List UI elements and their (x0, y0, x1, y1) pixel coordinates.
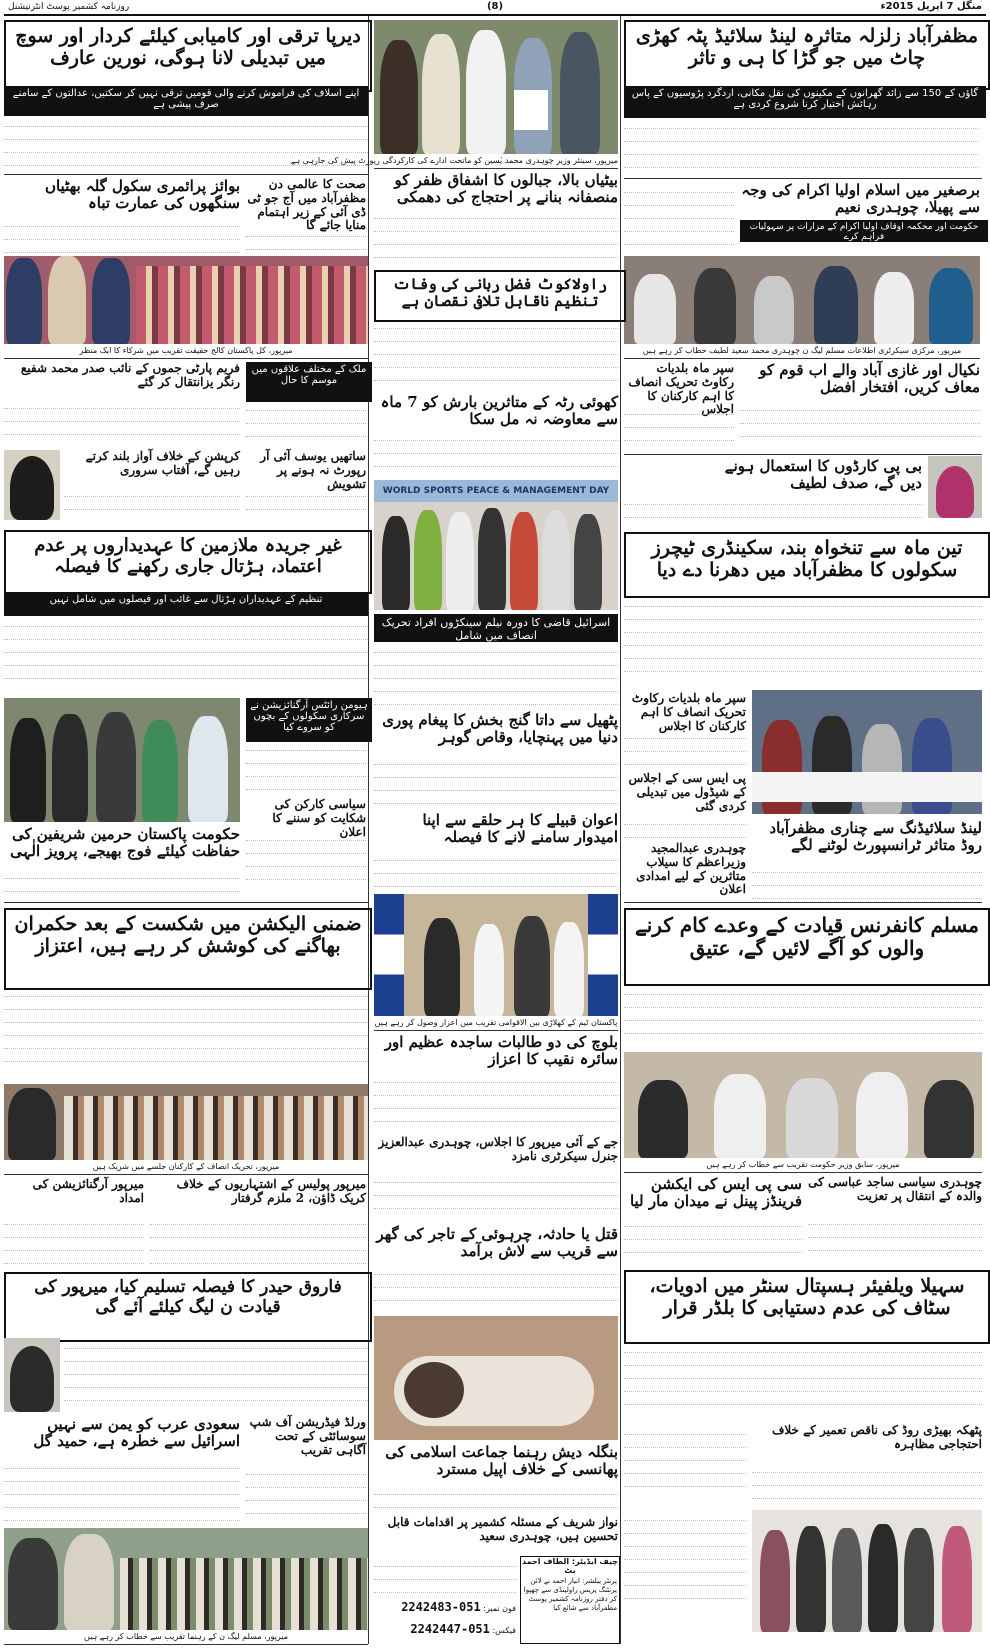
portrait-photo (4, 1338, 60, 1412)
photo-handover (4, 698, 240, 822)
article-body (624, 596, 982, 686)
story-headline: اسرائیل قاضی کا دورہ نیلم سینکڑوں افراد تحریک انصاف میں شامل (374, 614, 618, 642)
photo-college-event (4, 256, 368, 344)
article-body (4, 616, 368, 694)
article-body (374, 318, 618, 390)
article-body (624, 494, 922, 524)
left-lead-headline: دیرپا ترقی اور کامیابی کیلئے کردار اور سوچ میں تبدیلی لانا ہوگی، نورین عارف (4, 20, 372, 92)
publisher-note: پرنٹر پبلشر: انیاز احمد نے لائن پرنٹنگ پریس راولپنڈی سے چھپوا کر دفتر روزنامہ کشمیر پوسٹ مظفرآباد سے شائع کیا (523, 1577, 617, 1613)
photo-caption: میرپور، سینئر وزیر چوہدری محمد یٰسین کو ماتحت ادارے کی کارکردگی رپورٹ پیش کی جارہی ہے (374, 156, 618, 169)
story-subhead: حکومت اور محکمہ اوقاف اولیا اکرام کے مزارات پر سہولیات فراہم کرے (740, 220, 988, 242)
article-body (624, 1342, 982, 1422)
story-headline: بوائز پرائمری سکول گلہ بھٹیاں سنگھوں کی عمارت تباہ (44, 177, 240, 213)
column-rule (620, 16, 621, 1644)
article-body (624, 984, 982, 1050)
article-body (4, 868, 240, 900)
story-headline: سیاسی کارکن کی شکایت کو سننے کا اعلان (272, 797, 366, 839)
story-headline: بلوچ کی دو طالبات ساجدہ عظیم اور سائرہ نقیب کا اعزاز (384, 1033, 618, 1069)
article-body (4, 986, 368, 1082)
right-lead-headline: مظفرآباد زلزلہ متاثرہ لینڈ سلائیڈ پٹہ کھڑی چاٹ میں جو گڑا کا ہی و تاثر (624, 20, 990, 90)
article-body (246, 830, 366, 900)
story-headline: پٹھیل سے داتا گنج بخش کا پیغام پوری دنیا میں پہنچایا، وقاص گوہر (382, 711, 618, 747)
article-body (246, 486, 366, 520)
article-body (246, 740, 366, 796)
article-body (374, 754, 618, 808)
story-headline: اعوان قبیلے کا ہر حلقے سے اپنا امیدوار سامنے لانے کا فیصلہ (422, 811, 618, 847)
left-lead-subhead: اپنے اسلاف کی فراموش کرنے والی قومیں ترقی نہیں کر سکتیں، عدالتوں کے سامنے صرف پیشی ہے (4, 86, 368, 116)
banner-headline: ضمنی الیکشن میں شکست کے بعد حکمران بھاگنے کی کوشش کر رہے ہیں، اعتزاز (4, 908, 372, 990)
story-headline: صحت کا عالمی دن مظفرآباد میں آج جو ٹی ڈی آئی کے زیر اہتمام منایا جائے گا (247, 177, 366, 233)
fax-number[interactable]: 051-2242447 (410, 1622, 490, 1636)
article-body (374, 1556, 516, 1596)
portrait-photo (4, 450, 60, 520)
story-headline: نکیال اور غازی آباد والے اب قوم کو معاف کریں، افتخار افضل (759, 361, 980, 397)
photo-meeting (624, 1052, 982, 1158)
article-body (624, 1510, 746, 1632)
photo-caption: میرپور، کل پاکستان کالج حقیقت تقریب میں شرکاء کا ایک منظر (4, 346, 368, 359)
article-body (4, 1214, 144, 1270)
photo-caption: میرپور، مرکزی سیکرٹری اطلاعات مسلم لیگ ن چوہدری محمد سعید لطیف خطاب کر رہے ہیں (624, 346, 980, 359)
article-body (246, 226, 366, 252)
article-body (374, 850, 618, 890)
masthead (4, 0, 986, 16)
story-headline: چوہدری عبدالمجید وزیراعظم کا سیلاب متاثرین کے لیے امدادی اعلان (636, 841, 746, 897)
story-headline: پٹھکہ بھیڑی روڈ کی ناقص تعمیر کے خلاف احتجاجی مظاہرہ (771, 1423, 982, 1451)
article-body (374, 430, 618, 478)
story-headline: پی ایس سی کے اجلاس کے شیڈول میں تبدیلی کردی گئی (628, 771, 746, 813)
story-headline: بیٹیاں بالا، جبالوں کا اشفاق ظفر کو منصفانہ بنانے پر احتجاج کی دھمکی (394, 171, 618, 207)
banner-headline: تین ماہ سے تنخواہ بند، سکینڈری ٹیچرز سکولوں کا مظفرآباد میں دھرنا دے دیا (624, 532, 990, 598)
photo-protest (752, 690, 982, 814)
fax-label: فیکس: (492, 1626, 516, 1635)
banner-headline: فاروق حیدر کا فیصلہ تسلیم کیا، میرپور کی قیادت ن لیگ کیلئے آئے گی (4, 1272, 372, 1342)
story-headline: کرپشن کے خلاف آواز بلند کرتے رہیں گے، آفتاب سروری (85, 449, 240, 477)
article-body (374, 1172, 618, 1224)
article-body (624, 728, 746, 768)
story-headline: لینڈ سلائیڈنگ سے چناری مظفرآباد روڈ متاثر ٹرانسپورٹ لوٹنے لگے (769, 819, 982, 855)
article-body (246, 1464, 366, 1524)
banner-headline: راولاکوٹ فضل ربانی کی وفات تنظیم ناقابل تلافی نقصان ہے (374, 270, 626, 322)
story-headline: نواز شریف کے مسئلہ کشمیر پر اقدامات قابل تحسین ہیں، چوہدری سعید (387, 1515, 618, 1543)
photo-award (374, 894, 618, 1016)
story-headline: کھوئی رٹہ کے متاثرین بارش کو 7 ماہ سے معاوضہ نہ مل سکا (380, 393, 618, 429)
story-headline: ہیومن رائٹس آرگنائزیشن نے سرکاری سکولوں کے بچوں کو سروے کیا (246, 698, 372, 742)
article-body (752, 1462, 982, 1506)
story-headline: جے کے آئی میرپور کا اجلاس، چوہدری عبدالعزیز جنرل سیکرٹری نامزد (378, 1135, 618, 1163)
story-headline: بی پی کارڈوں کا استعمال ہونے دیں گے، صدف لطیف (724, 457, 922, 493)
story-headline: قتل یا حادثہ، چرہوئی کے تاجر کی گھر سے قریب سے لاش برآمد (376, 1225, 618, 1261)
photo-rally (4, 1084, 368, 1160)
article-body (624, 404, 734, 450)
story-headline: بنگلہ دیش رہنما جماعت اسلامی کی پھانسی کے خلاف اپیل مسترد (385, 1443, 618, 1479)
story-headline: حکومت پاکستان حرمین شریفین کی حفاظت کیلئے فوج بھیجے، پرویز الٰہی (10, 825, 240, 861)
page-number: (8) (486, 1, 504, 12)
photo-ceremony (374, 20, 618, 154)
right-lead-subhead: گاؤں کے 150 سے زائد گھرانوں کے مکینوں کی نقل مکانی، اردگرد پڑوسیوں کے پاس رہائش اختیار کرنا شروع کردی ہے (624, 86, 986, 118)
photo-victim (374, 1316, 618, 1440)
banner-headline: غیر جریدہ ملازمین کا عہدیداروں پر عدم اعتماد، ہڑتال جاری رکھنے کا فیصلہ (4, 530, 372, 594)
story-headline: میرپور پولیس کے اشتہاریوں کے خلاف کریک ڈاؤن، 2 ملزم گرفتار (176, 1177, 366, 1205)
article-body (624, 118, 978, 174)
article-body (374, 1264, 618, 1314)
article-body (374, 1072, 618, 1132)
article-body (64, 486, 240, 520)
article-body (4, 216, 240, 252)
story-headline: سعودی عرب کو یمن سے نہیں اسرائیل سے خطرہ ہے، حمید گل (33, 1415, 240, 1451)
phone-row (374, 1600, 516, 1620)
story-headline: میرپور آرگنائزیشن کی امداد (32, 1177, 144, 1205)
phone-label: فون نمبر: (483, 1604, 516, 1613)
photo-conference (624, 256, 980, 344)
column-rule (368, 16, 369, 1644)
story-subhead: تنظیم کے عہدیداران ہڑتال سے غائب اور فیصلوں میں شامل نہیں (4, 592, 368, 616)
photo-caption: پاکستان ٹیم کے کھلاڑی بین الاقوامی تقریب میں اعزاز وصول کر رہے ہیں (374, 1018, 618, 1031)
fax-row (374, 1622, 516, 1642)
article-body (246, 400, 366, 446)
phone-number[interactable]: 051-2242483 (401, 1600, 481, 1614)
paper-name: روزنامہ کشمیر پوسٹ انٹرنیشنل (8, 2, 130, 12)
event-banner: WORLD SPORTS PEACE & MANAGEMENT DAY (374, 480, 618, 502)
story-headline: سپر ماہ بلدیات رکاوٹ تحریک انصاف کا اہم کارکنان کا اجلاس (628, 361, 734, 417)
article-body (808, 1214, 982, 1264)
issue-date: منگل 7 اپریل 2015ء (880, 1, 982, 12)
article-body (4, 116, 368, 170)
photo-caption: میرپور، تحریک انصاف کے کارکنان جلسے میں شریک ہیں (4, 1162, 368, 1175)
article-body (150, 1214, 366, 1270)
banner-headline: سہیلا ویلفیئر ہسپتال سنٹر میں ادویات، سٹاف کی عدم دستیابی کا بلڈر قرار (624, 1270, 990, 1344)
story-headline: سپر ماہ بلدیات رکاوٹ تحریک انصاف کا اہم کارکنان کا اجلاس (631, 691, 746, 733)
article-body (740, 400, 980, 450)
story-headline: ساتھیں یوسف آئی آر رپورٹ نہ ہونے پر تشویش (260, 449, 366, 491)
chief-editor: چیف ایڈیٹر: الطاف احمد بٹ (521, 1557, 619, 1575)
article-body (624, 182, 734, 252)
banner-headline: مسلم کانفرنس قیادت کے وعدے کام کرنے والوں کو آگے لائیں گے، عتیق (624, 908, 990, 986)
article-body (64, 1338, 368, 1412)
story-headline: ملک کے مختلف علاقوں میں موسم کا حال (246, 362, 372, 402)
photo-group (752, 1510, 982, 1632)
portrait-photo (928, 456, 982, 518)
article-body (624, 1424, 746, 1506)
story-headline: فریم پارٹی جموں کے نائب صدر محمد شفیع رنگر یزانتقال کر گئے (20, 361, 240, 389)
article-body (624, 1216, 802, 1264)
article-body (4, 1458, 240, 1524)
article-body (374, 1484, 618, 1514)
article-body (624, 814, 746, 838)
article-body (752, 862, 982, 900)
story-headline: ورلڈ فیڈریشن آف شپ سوسائٹی کے تحت آگاہی تقریب (249, 1415, 366, 1457)
imprint-box (520, 1556, 620, 1644)
story-headline: برصغیر میں اسلام اولیا اکرام کی وجہ سے پھیلا، چوہدری نعیم (741, 181, 980, 217)
story-headline: سی پی ایس کی ایکشن فرینڈز پینل نے میدان مار لیا (629, 1175, 802, 1211)
article-body (374, 208, 618, 264)
article-body (4, 398, 240, 446)
photo-public-meeting (4, 1528, 368, 1630)
photo-caption: میرپور، سابق وزیر حکومت تقریب سے خطاب کر رہے ہیں (624, 1160, 982, 1173)
photo-sports-day (374, 480, 618, 610)
article-body (374, 642, 618, 708)
story-headline: چوہدری سیاسی ساجد عباسی کی والدہ کے انتقال پر تعزیت (808, 1175, 982, 1203)
photo-caption: میرپور، مسلم لیگ ن کے رہنما تقریب سے خطاب کر رہے ہیں (4, 1632, 368, 1645)
